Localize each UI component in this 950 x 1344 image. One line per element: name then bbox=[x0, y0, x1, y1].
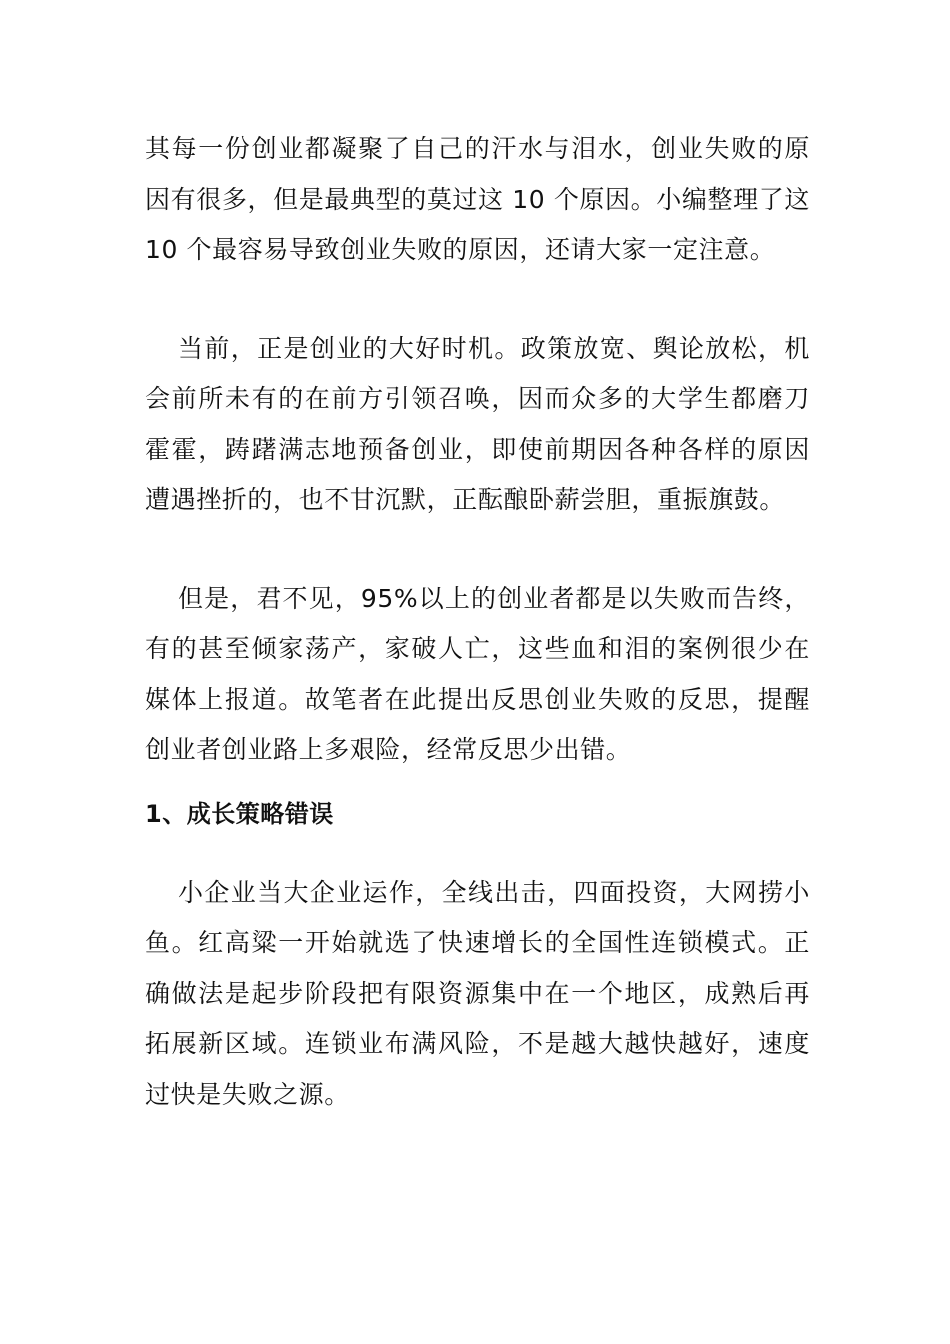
document-body bbox=[145, 124, 810, 1120]
section-paragraph: 小企业当大企业运作，全线出击，四面投资，大网捞小鱼。红高粱一开始就选了快速增长的全国性连锁模式。正确做法是起步阶段把有限资源集中在一个地区，成熟后再拓展新区域。连锁业布满风险，不是越大越快越好，速度过快是失败之源。 bbox=[145, 877, 810, 1109]
reflection-paragraph: 但是，君不见，95%以上的创业者都是以失败而告终，有的甚至倾家荡产，家破人亡，这些血和泪的案例很少在媒体上报道。故笔者在此提出反思创业失败的反思，提醒创业者创业路上多艰险，经常反思少出错。 bbox=[145, 583, 810, 764]
section-heading: 1、成长策略错误 bbox=[145, 799, 334, 828]
context-paragraph: 当前，正是创业的大好时机。政策放宽、舆论放松，机会前所未有的在前方引领召唤，因而众多的大学生都磨刀霍霍，踌躇满志地预备创业，即使前期因各种各样的原因遭遇挫折的，也不甘沉默，正酝酿卧薪尝胆，重振旗鼓。 bbox=[145, 333, 810, 514]
intro-paragraph: 其每一份创业都凝聚了自己的汗水与泪水，创业失败的原因有很多，但是最典型的莫过这 10 个原因。小编整理了这 10 个最容易导致创业失败的原因，还请大家一定注意。 bbox=[145, 134, 810, 264]
